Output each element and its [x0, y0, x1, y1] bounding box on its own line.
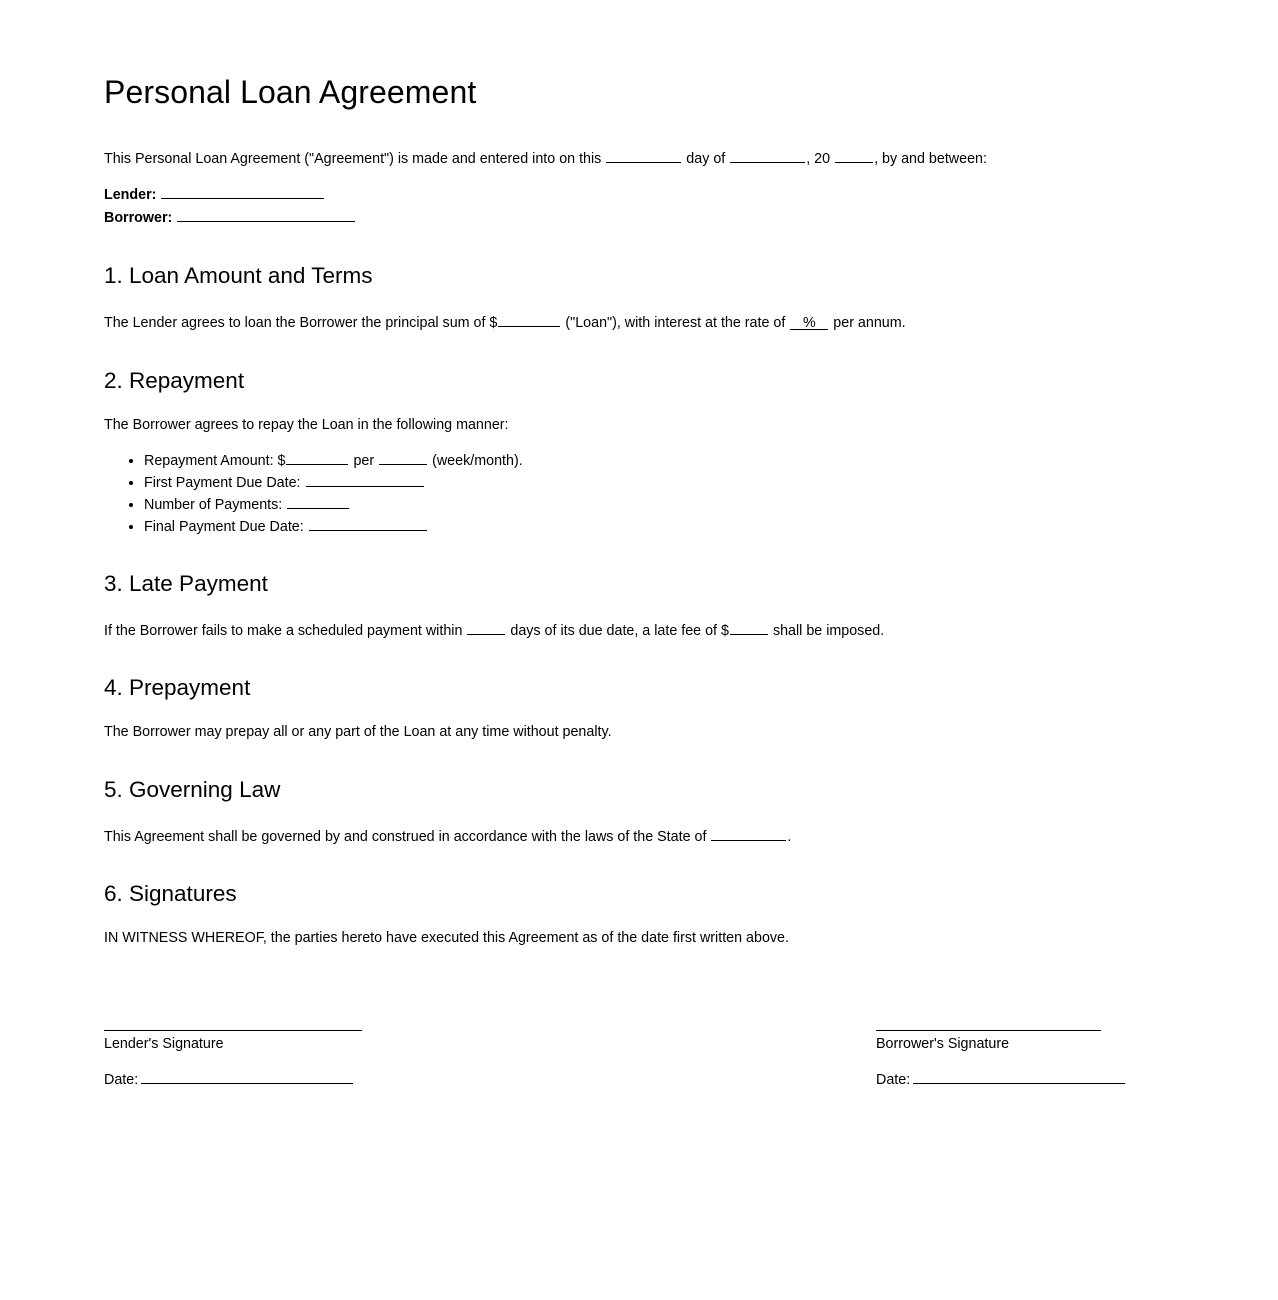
- first-payment-date-blank[interactable]: [306, 471, 424, 487]
- year-blank[interactable]: [835, 147, 873, 163]
- day-blank[interactable]: [606, 147, 681, 163]
- borrower-signature-label: Borrower's Signature: [876, 1036, 1010, 1053]
- borrower-label: Borrower:: [104, 210, 173, 227]
- borrower-signature-block: [876, 1030, 1134, 1090]
- late-payment-text-part2: days of its due date, a late fee of $: [510, 623, 729, 639]
- number-of-payments-label: Number of Payments:: [144, 497, 283, 513]
- list-item-final-payment-date: [144, 515, 1164, 537]
- state-blank[interactable]: [711, 825, 786, 841]
- first-payment-label: First Payment Due Date:: [144, 475, 301, 491]
- final-payment-label: Final Payment Due Date:: [144, 519, 304, 535]
- lender-signature-block: [104, 1030, 362, 1090]
- list-item-first-payment-date: [144, 471, 1164, 493]
- section-body-repayment-intro: The Borrower agrees to repay the Loan in the following manner:: [104, 416, 509, 433]
- section-heading-signatures: 6. Signatures: [104, 880, 237, 906]
- lender-date-row: [104, 1068, 362, 1090]
- section-body-loan-amount: [104, 311, 1164, 333]
- section-body-signatures: IN WITNESS WHEREOF, the parties hereto have executed this Agreement as of the date first written above.: [104, 929, 789, 946]
- borrower-signature-line[interactable]: [876, 1030, 1101, 1031]
- late-payment-text-part1: If the Borrower fails to make a scheduled payment within: [104, 623, 463, 639]
- repayment-frequency-blank[interactable]: [379, 449, 427, 465]
- repayment-amount-label-part1: Repayment Amount: $: [144, 453, 286, 469]
- final-payment-date-blank[interactable]: [309, 515, 427, 531]
- repayment-amount-label-part3: (week/month).: [432, 453, 523, 469]
- month-blank[interactable]: [730, 147, 805, 163]
- document-body: [104, 74, 1164, 1090]
- late-fee-blank[interactable]: [730, 619, 768, 635]
- section-heading-late-payment: 3. Late Payment: [104, 571, 268, 596]
- section-heading-prepayment: 4. Prepayment: [104, 675, 251, 701]
- loan-amount-text-part3: per annum.: [833, 315, 906, 332]
- borrower-name-blank[interactable]: [177, 206, 355, 222]
- page-title: Personal Loan Agreement: [104, 74, 477, 110]
- governing-law-text-part1: This Agreement shall be governed by and construed in accordance with the laws of the State of: [104, 828, 707, 845]
- lender-name-blank[interactable]: [161, 183, 324, 199]
- section-body-prepayment: The Borrower may prepay all or any part of the Loan at any time without penalty.: [104, 724, 612, 741]
- section-heading-governing-law: 5. Governing Law: [104, 776, 281, 802]
- loan-amount-text-part2: ("Loan"), with interest at the rate of: [565, 315, 786, 332]
- lender-signature-label: Lender's Signature: [104, 1036, 224, 1053]
- lender-signature-line[interactable]: [104, 1030, 362, 1031]
- lender-date-blank[interactable]: [141, 1068, 353, 1084]
- section-body-governing-law: [104, 825, 1164, 847]
- interest-rate-blank[interactable]: %: [790, 314, 828, 330]
- borrower-row: [104, 206, 1164, 229]
- lender-date-label: Date:: [104, 1072, 139, 1089]
- number-of-payments-blank[interactable]: [287, 493, 349, 509]
- parties-block: [104, 183, 1164, 229]
- late-payment-days-blank[interactable]: [467, 619, 505, 635]
- intro-text-part1: This Personal Loan Agreement ("Agreement") is made and entered into on this: [104, 150, 602, 167]
- repayment-amount-label-part2: per: [353, 453, 375, 469]
- list-item-number-of-payments: [144, 493, 1164, 515]
- repayment-terms-list: [104, 449, 1164, 537]
- lender-label: Lender:: [104, 187, 157, 204]
- intro-text-part3: , 20: [806, 150, 831, 167]
- intro-text-part4: , by and between:: [874, 150, 987, 167]
- intro-text-part2: day of: [686, 150, 726, 167]
- lender-row: [104, 183, 1164, 206]
- intro-paragraph: [104, 147, 1164, 169]
- section-body-late-payment: [104, 619, 1164, 641]
- borrower-date-row: [876, 1068, 1134, 1090]
- loan-amount-text-part1: The Lender agrees to loan the Borrower the principal sum of $: [104, 315, 498, 332]
- list-item-repayment-amount: [144, 449, 1164, 471]
- borrower-date-label: Date:: [876, 1072, 911, 1089]
- borrower-date-blank[interactable]: [913, 1068, 1125, 1084]
- late-payment-text-part3: shall be imposed.: [772, 623, 885, 639]
- section-heading-repayment: 2. Repayment: [104, 367, 245, 393]
- principal-sum-blank[interactable]: [498, 311, 560, 327]
- governing-law-text-part2: .: [787, 828, 792, 845]
- section-heading-loan-amount: 1. Loan Amount and Terms: [104, 263, 373, 289]
- signature-area: [104, 1030, 1134, 1090]
- repayment-amount-blank[interactable]: [286, 449, 348, 465]
